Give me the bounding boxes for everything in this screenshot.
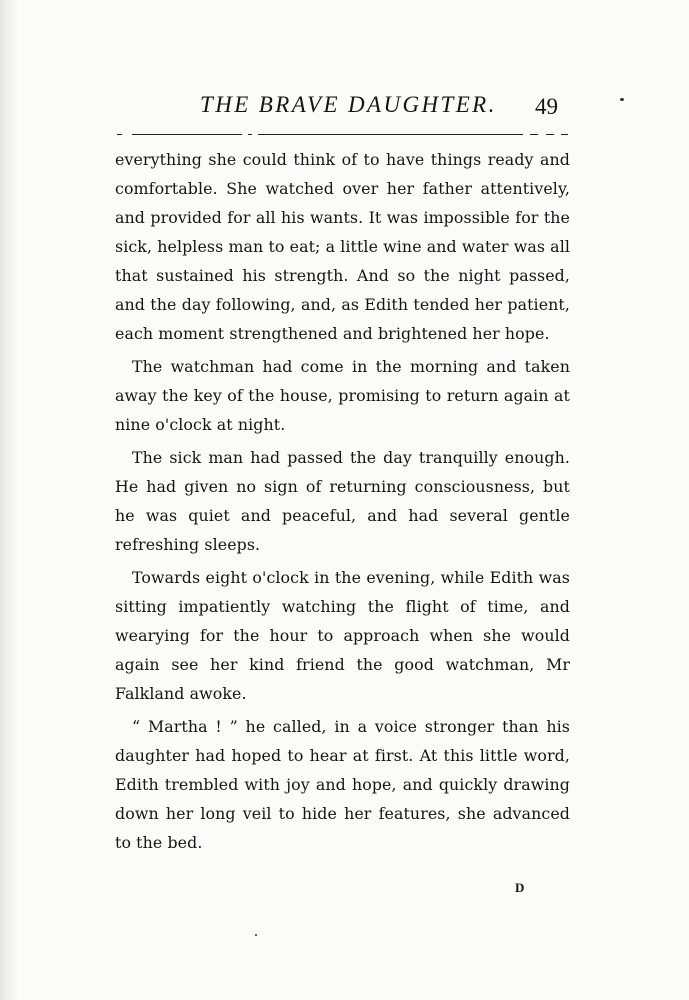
rule-segment — [248, 134, 252, 135]
page-number: 49 — [535, 94, 558, 119]
paragraph: “ Martha ! ” he called, in a voice stronger than his daughter had hoped to hear at first. At this little word, Edith trembled with joy and hope, and quickly drawing down her long veil to hide her features, she advanced to the bed. — [115, 717, 570, 852]
body-text — [115, 145, 570, 861]
signature-mark: D — [515, 880, 525, 895]
paragraph: Towards eight o'clock in the evening, while Edith was sitting impatiently watching the flight of time, and wearying for the hour to approach when she would again see her kind friend the good watchman, Mr Falkland awoke. — [115, 568, 570, 703]
rule-segment — [530, 134, 538, 135]
paragraph: The watchman had come in the morning and taken away the key of the house, promising to return again at nine o'clock at night. — [115, 357, 570, 434]
print-speck — [620, 98, 624, 101]
paragraph: The sick man had passed the day tranquilly enough. He had given no sign of returning consciousness, but he was quiet and peaceful, and had several gentle refreshing sleeps. — [115, 448, 570, 554]
rule-segment — [258, 134, 523, 135]
running-title: THE BRAVE DAUGHTER. — [200, 92, 497, 117]
rule-segment — [561, 134, 568, 135]
print-speck — [255, 934, 257, 936]
rule-segment — [117, 134, 122, 135]
page-header — [0, 92, 689, 122]
scan-edge-shadow — [0, 0, 18, 1000]
paragraph: everything she could think of to have things ready and comfortable. She watched over her father attentively, and provided for all his wants. It was impossible for the sick, helpless man to eat; a little wine and water was all that sustained his strength. And so the night passed, and the day following, and, as Edith tended her patient, each moment strengthened and brightened her hope. — [115, 150, 570, 343]
rule-segment — [546, 134, 554, 135]
rule-segment — [132, 134, 242, 135]
